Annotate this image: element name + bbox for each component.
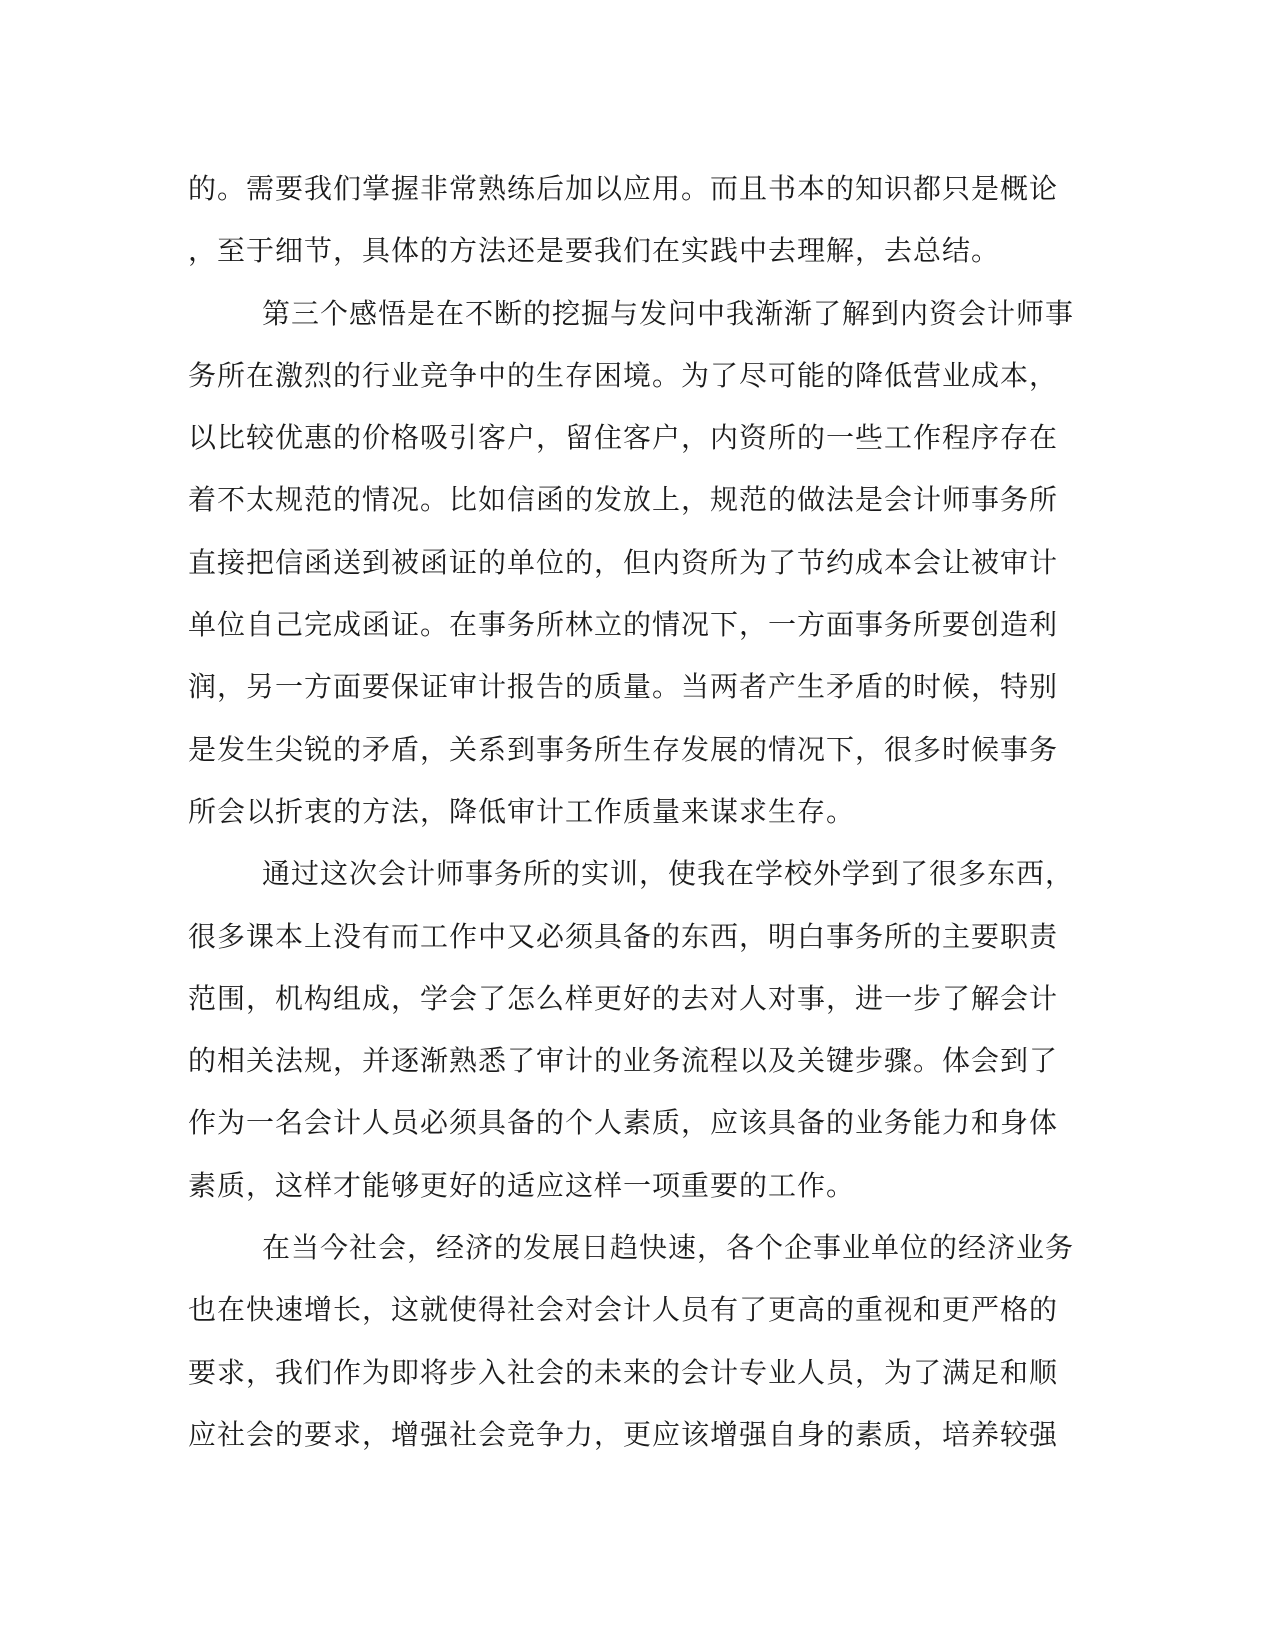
text-line: 的相关法规，并逐渐熟悉了审计的业务流程以及关键步骤。体会到了 [188, 1044, 1059, 1078]
paragraph-first-line: 通过这次会计师事务所的实训，使我在学校外学到了很多东西， [262, 857, 1075, 891]
text-line: 所会以折衷的方法，降低审计工作质量来谋求生存。 [188, 794, 856, 828]
text-line: 是发生尖锐的矛盾，关系到事务所生存发展的情况下，很多时候事务 [188, 732, 1059, 766]
text-line: 素质，这样才能够更好的适应这样一项重要的工作。 [188, 1168, 856, 1202]
text-line: 应社会的要求，增强社会竞争力，更应该增强自身的素质，培养较强 [188, 1417, 1059, 1451]
text-line: ，至于细节，具体的方法还是要我们在实践中去理解，去总结。 [188, 234, 1001, 268]
text-line: 的。需要我们掌握非常熟练后加以应用。而且书本的知识都只是概论 [188, 172, 1059, 205]
text-line: 作为一名会计人员必须具备的个人素质，应该具备的业务能力和身体 [188, 1106, 1059, 1140]
text-line: 要求，我们作为即将步入社会的未来的会计专业人员，为了满足和顺 [188, 1355, 1059, 1389]
text-line: 以比较优惠的价格吸引客户，留住客户，内资所的一些工作程序存在 [188, 421, 1059, 455]
paragraph-first-line: 在当今社会，经济的发展日趋快速，各个企事业单位的经济业务 [262, 1231, 1075, 1265]
text-line: 范围，机构组成，学会了怎么样更好的去对人对事，进一步了解会计 [188, 981, 1059, 1015]
text-line: 着不太规范的情况。比如信函的发放上，规范的做法是会计师事务所 [188, 483, 1059, 517]
text-line: 很多课本上没有而工作中又必须具备的东西，明白事务所的主要职责 [188, 919, 1059, 953]
text-line: 润，另一方面要保证审计报告的质量。当两者产生矛盾的时候，特别 [188, 670, 1059, 704]
paragraph-first-line: 第三个感悟是在不断的挖掘与发问中我渐渐了解到内资会计师事 [262, 296, 1075, 330]
text-line: 也在快速增长，这就使得社会对会计人员有了更高的重视和更严格的 [188, 1293, 1059, 1327]
text-line: 务所在激烈的行业竞争中的生存困境。为了尽可能的降低营业成本， [188, 358, 1059, 392]
body-text [188, 158, 1088, 1466]
text-line: 单位自己完成函证。在事务所林立的情况下，一方面事务所要创造利 [188, 608, 1059, 642]
text-line: 直接把信函送到被函证的单位的，但内资所为了节约成本会让被审计 [188, 545, 1059, 579]
